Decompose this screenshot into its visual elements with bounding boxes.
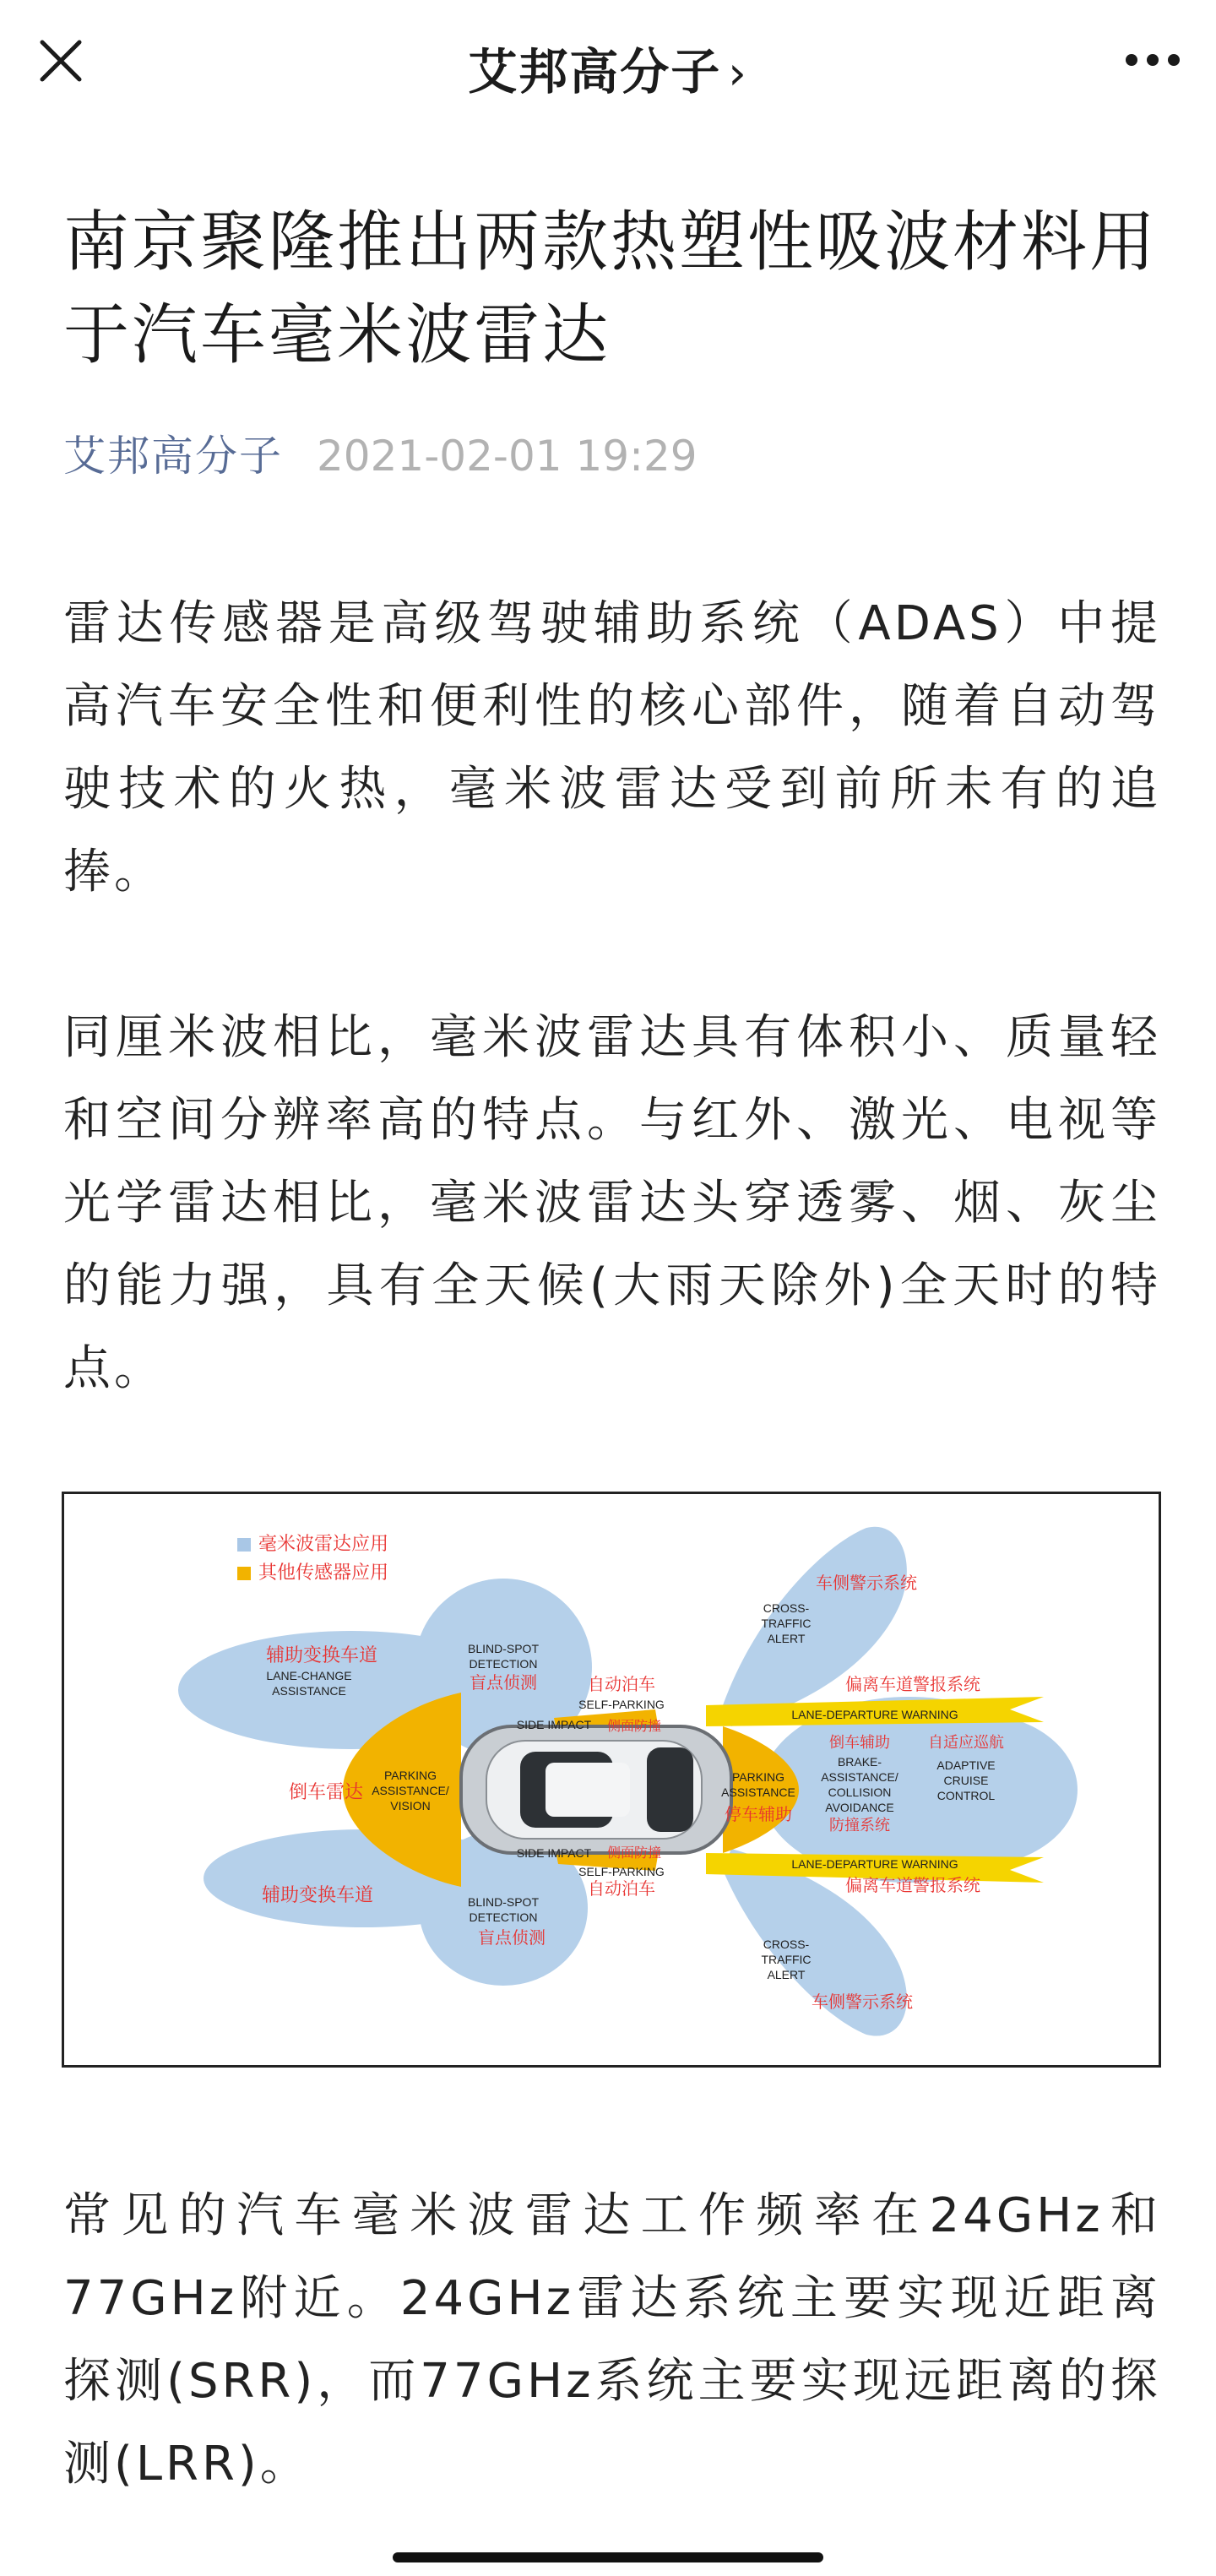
- label-cross-traffic-top-en2: TRAFFIC: [761, 1617, 812, 1630]
- label-brake-assist-en3: COLLISION: [828, 1785, 892, 1799]
- label-lane-change-top-en2: ASSISTANCE: [272, 1684, 346, 1698]
- article-paragraph: 雷达传感器是高级驾驶辅助系统（ADAS）中提高汽车安全性和便利性的核心部件，随着自动驾驶技术的火热，毫米波雷达受到前所未有的追捧。: [63, 596, 1161, 899]
- article-meta: [63, 427, 698, 486]
- label-cross-traffic-top-cn: 车侧警示系统: [816, 1574, 917, 1593]
- publish-time: 2021-02-01 19:29: [317, 432, 698, 481]
- label-side-impact-top-cn: 侧面防撞: [606, 1720, 662, 1734]
- label-acc-en3: CONTROL: [936, 1789, 996, 1802]
- label-brake-assist-cn: 倒车辅助: [829, 1734, 890, 1751]
- label-brake-assist-en1: BRAKE-: [837, 1755, 882, 1769]
- label-self-parking-top-cn: 自动泊车: [588, 1676, 655, 1694]
- label-blind-spot-bottom-cn: 盲点侦测: [478, 1929, 546, 1948]
- article-title: 南京聚隆推出两款热塑性吸波材料用于汽车毫米波雷达: [63, 204, 1159, 373]
- label-lane-change-top-en1: LANE-CHANGE: [266, 1669, 352, 1682]
- home-indicator: [393, 2552, 823, 2562]
- label-lane-departure-bottom-cn: 偏离车道警报系统: [845, 1877, 980, 1895]
- article-paragraph: 同厘米波相比，毫米波雷达具有体积小、质量轻和空间分辨率高的特点。与红外、激光、电视等光学雷达相比，毫米波雷达头穿透雾、烟、灰尘的能力强，具有全天候(大雨天除外)全天时的特点。: [63, 1010, 1161, 1396]
- label-blind-spot-top-en1: BLIND-SPOT: [467, 1642, 540, 1655]
- label-lane-departure-top-en: LANE-DEPARTURE WARNING: [791, 1708, 958, 1721]
- label-lane-departure-top-cn: 偏离车道警报系统: [845, 1676, 980, 1694]
- label-parking-rear-2: ASSISTANCE/: [372, 1784, 449, 1797]
- chevron-right-icon: ›: [728, 46, 748, 100]
- label-parking-front-2: ASSISTANCE: [721, 1785, 795, 1799]
- label-side-impact-bottom-en: SIDE IMPACT: [516, 1846, 592, 1860]
- label-cross-traffic-top-en3: ALERT: [767, 1632, 806, 1645]
- label-blind-spot-bottom-en1: BLIND-SPOT: [467, 1895, 540, 1909]
- more-icon[interactable]: [1123, 39, 1182, 81]
- legend-sensor-label: 其他传感器应用: [258, 1562, 389, 1583]
- label-cross-traffic-bottom-cn: 车侧警示系统: [812, 1993, 913, 2012]
- top-nav-bar: [0, 0, 1216, 127]
- label-blind-spot-top-en2: DETECTION: [469, 1657, 538, 1671]
- label-side-impact-bottom-cn: 侧面防撞: [606, 1846, 662, 1861]
- car-graphic: [461, 1726, 731, 1853]
- label-cross-traffic-top-en1: CROSS-: [763, 1601, 810, 1615]
- article-paragraph: 常见的汽车毫米波雷达工作频率在24GHz和77GHz附近。24GHz雷达系统主要实现近距离探测(SRR)，而77GHz系统主要实现远距离的探测(LRR)。: [63, 2188, 1161, 2492]
- label-lane-change-top-cn: 辅助变换车道: [265, 1644, 378, 1666]
- legend-radar-swatch: [237, 1538, 251, 1552]
- account-name: 艾邦高分子: [468, 43, 722, 101]
- label-rear-radar: 倒车雷达: [288, 1781, 364, 1802]
- label-acc-en2: CRUISE: [943, 1774, 989, 1787]
- label-parking-rear-3: VISION: [390, 1799, 431, 1812]
- label-lane-change-bottom-cn: 辅助变换车道: [261, 1884, 374, 1905]
- label-parking-front-cn: 停车辅助: [725, 1806, 792, 1824]
- legend-radar-label: 毫米波雷达应用: [258, 1533, 389, 1554]
- label-lane-departure-bottom-en: LANE-DEPARTURE WARNING: [791, 1857, 958, 1871]
- label-cross-traffic-bottom-en3: ALERT: [767, 1968, 806, 1981]
- zone-cross-traffic-top: [723, 1527, 907, 1726]
- label-self-parking-bottom-cn: 自动泊车: [588, 1880, 655, 1899]
- label-cross-traffic-bottom-en1: CROSS-: [763, 1937, 810, 1951]
- label-brake-assist-en2: ASSISTANCE/: [821, 1770, 898, 1784]
- label-cross-traffic-bottom-en2: TRAFFIC: [761, 1953, 812, 1966]
- label-blind-spot-bottom-en2: DETECTION: [469, 1910, 538, 1924]
- label-parking-rear-1: PARKING: [384, 1769, 437, 1782]
- label-acc-cn: 自适应巡航: [928, 1734, 1004, 1751]
- author-link[interactable]: 艾邦高分子: [63, 432, 283, 481]
- label-brake-assist-en4: AVOIDANCE: [825, 1801, 894, 1814]
- label-self-parking-top-en: SELF-PARKING: [578, 1698, 665, 1711]
- label-parking-front-1: PARKING: [732, 1770, 784, 1784]
- label-self-parking-bottom-en: SELF-PARKING: [578, 1865, 665, 1878]
- account-name-link[interactable]: [0, 32, 1216, 103]
- label-acc-en1: ADAPTIVE: [936, 1758, 996, 1772]
- adas-sensor-diagram: [62, 1492, 1161, 2068]
- label-side-impact-top-en: SIDE IMPACT: [516, 1718, 592, 1731]
- legend-sensor-swatch: [237, 1567, 251, 1580]
- label-brake-assist-cn2: 防撞系统: [829, 1817, 890, 1834]
- label-blind-spot-top-cn: 盲点侦测: [470, 1674, 537, 1693]
